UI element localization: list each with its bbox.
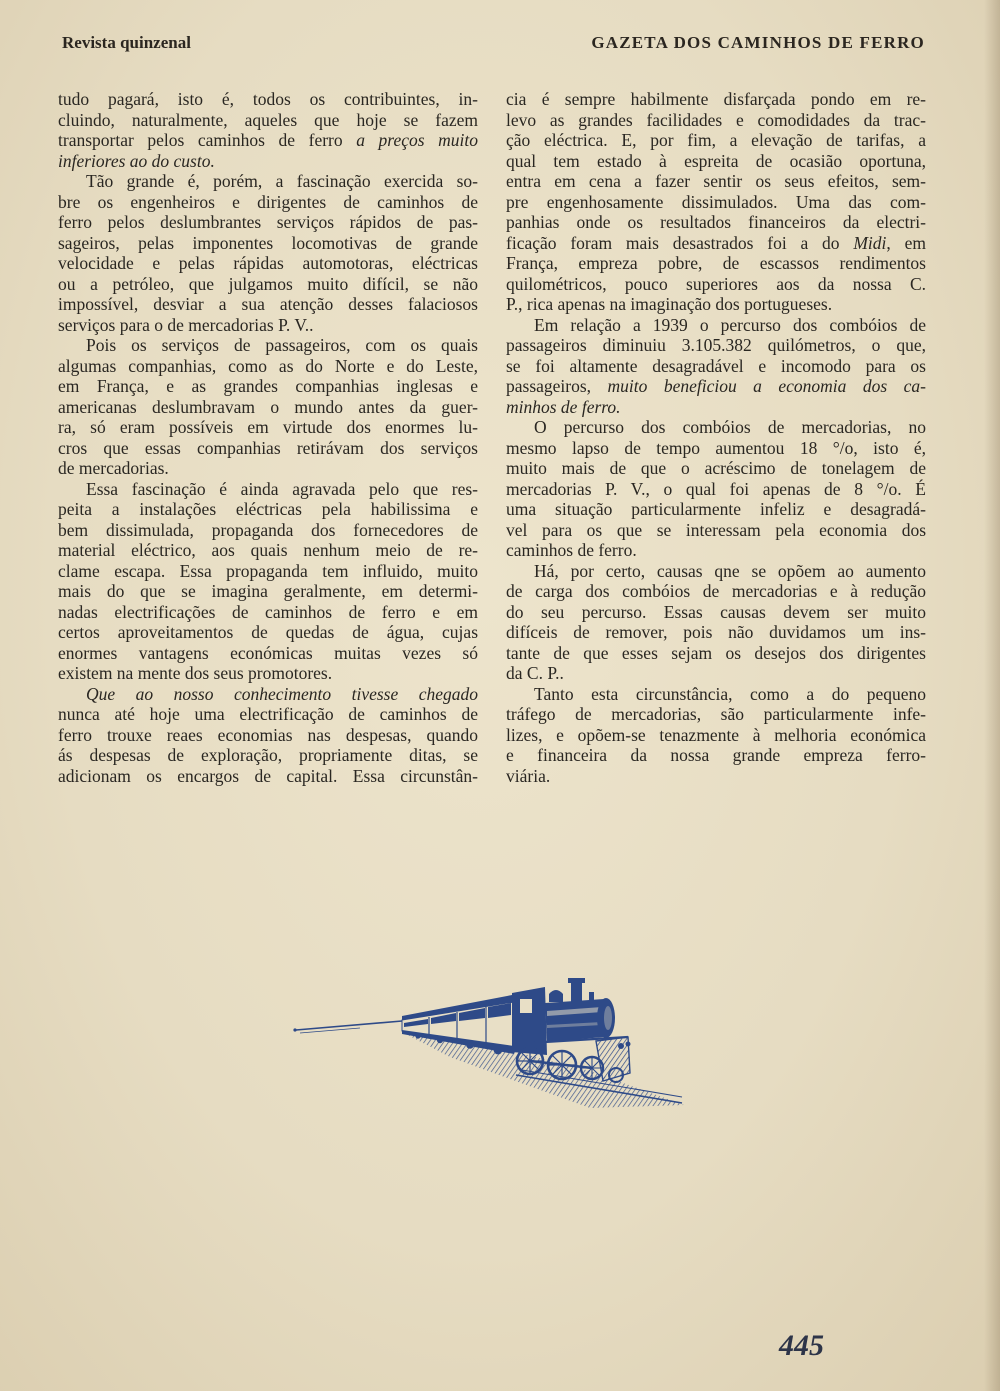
line-text: Em relação a 1939 o percurso dos combóios de: [534, 314, 926, 335]
text-line: [506, 520, 926, 541]
chimney: [571, 982, 582, 1002]
line-text: americanas deslumbravam o mundo antes da guer-: [58, 396, 478, 417]
text-line: [58, 479, 478, 500]
text-line: [58, 417, 478, 438]
line-text: bem dissimulada, propaganda dos fornecedores de: [58, 519, 478, 540]
text-column-right: [506, 89, 926, 786]
text-line: [58, 663, 478, 684]
text-line: [506, 540, 926, 561]
locomotive: [512, 978, 631, 1082]
line-text: vel para os que se interessam pela economia dos: [506, 519, 926, 540]
line-text: impossível, desviar a sua atenção desses falaciosos: [58, 294, 478, 314]
line-text: serviços para o de mercadorias P. V..: [58, 314, 314, 335]
line-text: enormes vantagens económicas muitas vezes só: [58, 642, 478, 663]
line-text: Pois os serviços de passageiros, com os quais: [86, 335, 478, 355]
running-header-left: Revista quinzenal: [62, 33, 191, 52]
paragraph: [58, 479, 478, 684]
text-line: [58, 212, 478, 233]
line-text: viária.: [506, 765, 551, 786]
line-text: pre engenhosamente dissimulados. Uma das com-: [506, 191, 926, 212]
text-line: [58, 581, 478, 602]
text-line: [506, 766, 926, 787]
line-text: entra em cena a fazer sentir os seus efeitos, sem-: [506, 171, 926, 191]
line-text: transportar pelos caminhos de ferro: [58, 130, 357, 150]
text-line: [506, 233, 926, 254]
text-line: [506, 602, 926, 623]
text-line: [506, 89, 926, 110]
text-line: [58, 438, 478, 459]
line-text: Tanto esta circunstância, como a do pequeno: [534, 683, 926, 704]
text-line: [58, 294, 478, 315]
line-text: adicionam os encargos de capital. Essa circunstân-: [58, 765, 478, 786]
paragraph: [506, 315, 926, 418]
line-text: qual tem estado à espreita de ocasião oportuna,: [506, 150, 926, 171]
line-text: tudo pagará, isto é, todos os contribuintes, in-: [58, 89, 478, 109]
text-line: [58, 171, 478, 192]
text-line: [506, 684, 926, 705]
line-text: , em: [886, 232, 926, 253]
line-text: cluindo, naturalmente, aqueles que hoje se fazem: [58, 109, 478, 130]
text-line: [58, 130, 478, 151]
line-text: material eléctrico, aos quais nenhum meio de re-: [58, 540, 478, 560]
text-line: [506, 725, 926, 746]
line-text: existem na mente dos seus promotores.: [58, 663, 333, 683]
text-line: [58, 561, 478, 582]
italic-text: muito beneficiou a economia dos ca-: [607, 376, 926, 396]
text-line: [506, 417, 926, 438]
line-text: da C. P..: [506, 663, 564, 683]
line-text: cia é sempre habilmente disfarçada pondo em re-: [506, 89, 926, 109]
line-text: mais do que se imagina geralmente, em determi-: [58, 581, 478, 601]
text-line: [58, 725, 478, 746]
line-text: Essa fascinação é ainda agravada pelo que res-: [86, 478, 478, 499]
steam-dome: [549, 990, 563, 1002]
text-line: [506, 704, 926, 725]
line-text: sageiros, pelas imponentes locomotivas de grande: [58, 232, 478, 253]
line-text: O percurso dos combóios de mercadorias, no: [534, 417, 926, 437]
text-line: [58, 499, 478, 520]
line-text: ra, só eram possíveis em virtude dos enormes lu-: [58, 417, 478, 437]
text-line: [58, 684, 478, 705]
line-text: mesmo lapso de tempo aumentou 18 °/o, isto é,: [506, 437, 926, 458]
line-text: ferro pelos deslumbrantes serviços rápidos de pas-: [58, 212, 478, 232]
line-text: ção eléctrica. E, por fim, a elevação de tarifas, a: [506, 130, 926, 150]
line-text: tráfego de mercadorias, são particularmente infe-: [506, 704, 926, 724]
line-text: quilométricos, pouco superiores aos da nossa C.: [506, 273, 926, 294]
text-line: [58, 356, 478, 377]
text-line: [506, 110, 926, 131]
line-text: ou a petróleo, que julgamos muito difícil, se não: [58, 273, 478, 294]
line-text: França, empreza pobre, de escassos rendimentos: [506, 253, 926, 273]
line-text: P., rica apenas na imaginação dos portugueses.: [506, 294, 833, 314]
steam-train-icon: [290, 975, 690, 1110]
line-text: Tão grande é, porém, a fascinação exercida so-: [86, 171, 478, 191]
text-line: [58, 335, 478, 356]
text-line: [58, 704, 478, 725]
text-line: [506, 335, 926, 356]
paragraph: [506, 417, 926, 561]
paragraph: [58, 684, 478, 787]
text-line: [506, 643, 926, 664]
text-line: [58, 110, 478, 131]
text-line: [506, 622, 926, 643]
paragraph: [58, 171, 478, 335]
line-text: mercadorias P. V., o qual foi apenas de 8 °/o. É: [506, 478, 926, 499]
text-line: [506, 274, 926, 295]
text-line: [506, 745, 926, 766]
text-line: [506, 294, 926, 315]
text-line: [58, 192, 478, 213]
italic-text: Que ao nosso conhecimento tivesse chegado: [86, 683, 478, 704]
line-text: nunca até hoje uma electrificação de caminhos de: [58, 704, 478, 724]
text-line: [58, 315, 478, 336]
line-text: ás despesas de exploração, propriamente ditas, se: [58, 745, 478, 765]
text-line: [506, 376, 926, 397]
cab-window: [520, 999, 532, 1013]
page-number: 445: [779, 1329, 824, 1362]
text-line: [506, 192, 926, 213]
line-text: se foi altamente desagradável e incomodo para os: [506, 355, 926, 376]
text-line: [506, 458, 926, 479]
text-line: [58, 274, 478, 295]
running-header-right: GAZETA DOS CAMINHOS DE FERRO: [591, 33, 925, 52]
line-text: certos aproveitamentos de quedas de água, cujas: [58, 622, 478, 642]
text-line: [506, 130, 926, 151]
text-line: [58, 397, 478, 418]
line-text: do seu percurso. Essas causas devem ser muito: [506, 601, 926, 622]
line-text: em França, e as grandes companhias inglesas e: [58, 376, 478, 396]
line-text: de carga dos combóios de mercadorias e à redução: [506, 581, 926, 601]
text-line: [506, 356, 926, 377]
line-text: Há, por certo, causas qne se opõem ao aumento: [534, 560, 926, 581]
text-line: [506, 663, 926, 684]
text-line: [58, 233, 478, 254]
line-text: tante de que esses sejam os desejos dos dirigentes: [506, 642, 926, 663]
italic-text: a preços muito: [356, 130, 478, 150]
line-text: ficação foram mais desastrados foi a do: [506, 232, 854, 253]
text-line: [506, 315, 926, 336]
text-line: [506, 397, 926, 418]
line-text: velocidade e pelas rápidas automotoras, eléctricas: [58, 253, 478, 273]
line-text: levo as grandes facilidades e comodidades da trac-: [506, 109, 926, 130]
italic-text: inferiores ao do custo.: [58, 150, 215, 171]
text-line: [506, 499, 926, 520]
paragraph: [506, 561, 926, 684]
text-line: [58, 520, 478, 541]
text-line: [506, 438, 926, 459]
text-line: [58, 622, 478, 643]
line-text: nadas electrificações de caminhos de ferro e em: [58, 601, 478, 622]
line-text: peita a instalações eléctricas pela habilissima e: [58, 499, 478, 519]
text-line: [506, 561, 926, 582]
text-line: [58, 376, 478, 397]
line-text: panhias onde os resultados financeiros da electri-: [506, 212, 926, 232]
line-text: passageiros,: [506, 376, 608, 396]
italic-text: Midi: [853, 232, 887, 253]
line-text: passageiros diminuiu 3.105.382 quilómetros, o que,: [506, 335, 926, 355]
paragraph: [58, 89, 478, 171]
text-line: [58, 602, 478, 623]
line-text: lizes, e opõem-se tenazmente à melhoria económica: [506, 724, 926, 745]
text-line: [58, 643, 478, 664]
paragraph: [506, 684, 926, 787]
line-text: algumas companhias, como as do Norte e do Leste,: [58, 355, 478, 376]
line-text: clame escapa. Essa propaganda tem influido, muito: [58, 560, 478, 581]
text-line: [58, 458, 478, 479]
text-line: [58, 151, 478, 172]
line-text: cros que essas companhias retirávam dos serviços: [58, 437, 478, 458]
text-line: [58, 253, 478, 274]
line-text: bre os engenheiros e dirigentes de caminhos de: [58, 191, 478, 212]
line-text: de mercadorias.: [58, 458, 169, 478]
line-text: muito mais de que o acréscimo de tonelagem de: [506, 458, 926, 478]
text-line: [506, 253, 926, 274]
line-text: ferro trouxe reaes economias nas despesas, quando: [58, 724, 478, 745]
text-line: [506, 151, 926, 172]
text-line: [506, 479, 926, 500]
line-text: e financeira da nossa grande empreza ferro-: [506, 745, 926, 765]
text-line: [58, 745, 478, 766]
line-text: uma situação particularmente infeliz e desagradá-: [506, 499, 926, 519]
text-line: [506, 212, 926, 233]
text-line: [58, 540, 478, 561]
text-line: [58, 89, 478, 110]
line-text: caminhos de ferro.: [506, 540, 637, 560]
text-line: [58, 766, 478, 787]
text-column-left: [58, 89, 478, 786]
text-line: [506, 581, 926, 602]
paragraph: [58, 335, 478, 479]
scan-edge-shadow: [984, 0, 1000, 1391]
line-text: difíceis de remover, pois não duvidamos um ins-: [506, 622, 926, 642]
text-line: [506, 171, 926, 192]
paragraph: [506, 89, 926, 315]
italic-text: minhos de ferro.: [506, 396, 621, 417]
